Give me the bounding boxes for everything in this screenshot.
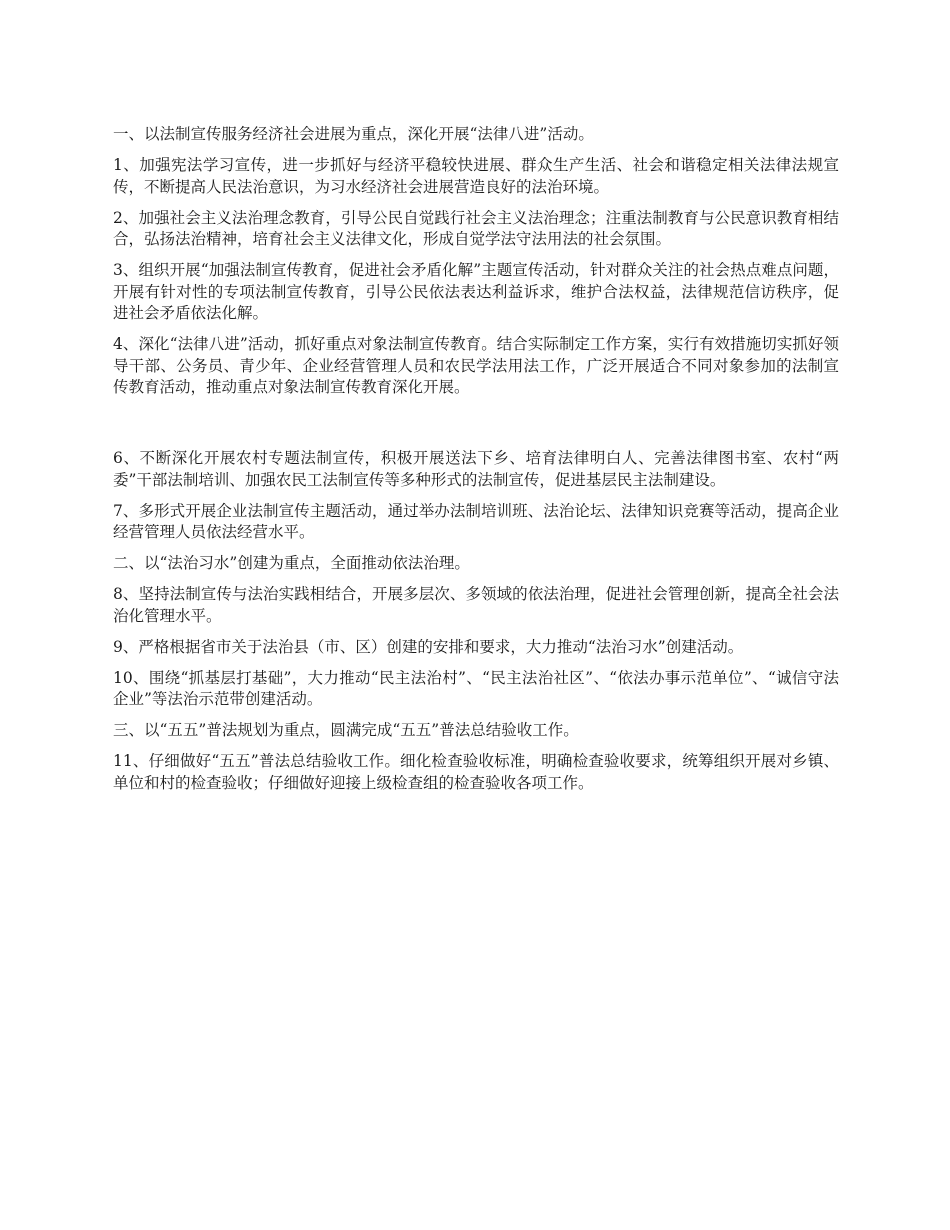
paragraph-item-2: 2、加强社会主义法治理念教育，引导公民自觉践行社会主义法治理念；注重法制教育与公民意识教育相结合，弘扬法治精神，培育社会主义法律文化，形成自觉学法守法用法的社会氛围。 <box>113 208 839 248</box>
section-heading-2: 二、以“法治习水”创建为重点，全面推动依法治理。 <box>113 554 470 572</box>
section-heading-1: 一、以法制宣传服务经济社会进展为重点，深化开展“法律八进”活动。 <box>113 125 594 143</box>
paragraph-item-4: 4、深化“法律八进”活动，抓好重点对象法制宣传教育。结合实际制定工作方案，实行有效措施切实抓好领导干部、公务员、青少年、企业经营管理人员和农民学法用法工作，广泛开展适合不同对象参加的法制宣传教育活动，推动重点对象法制宣传教育深化开展。 <box>113 335 839 396</box>
document-body <box>113 124 839 804</box>
section-heading-3: 三、以“五五”普法规划为重点，圆满完成“五五”普法总结验收工作。 <box>113 721 579 739</box>
paragraph-item-1: 1、加强宪法学习宣传，进一步抓好与经济平稳较快进展、群众生产生活、社会和谐稳定相关法律法规宣传，不断提高人民法治意识，为习水经济社会进展营造良好的法治环境。 <box>113 156 839 196</box>
paragraph-item-9: 9、严格根据省市关于法治县（市、区）创建的安排和要求，大力推动“法治习水”创建活动。 <box>113 637 744 656</box>
paragraph-item-7: 7、多形式开展企业法制宣传主题活动，通过举办法制培训班、法治论坛、法律知识竞赛等活动，提高企业经营管理人员依法经营水平。 <box>113 501 839 541</box>
blank-gap <box>113 408 839 448</box>
paragraph-item-11: 11、仔细做好“五五”普法总结验收工作。细化检查验收标准，明确检查验收要求，统筹组织开展对乡镇、单位和村的检查验收；仔细做好迎接上级检查组的检查验收各项工作。 <box>113 752 839 792</box>
paragraph-item-10: 10、围绕“抓基层打基础”，大力推动“民主法治村”、“民主法治社区”、“依法办事示范单位”、“诚信守法企业”等法治示范带创建活动。 <box>113 668 839 708</box>
paragraph-item-6: 6、不断深化开展农村专题法制宣传，积极开展送法下乡、培育法律明白人、完善法律图书室、农村“两委”干部法制培训、加强农民工法制宣传等多种形式的法制宣传，促进基层民主法制建设。 <box>113 449 839 489</box>
paragraph-item-3: 3、组织开展“加强法制宣传教育，促进社会矛盾化解”主题宣传活动，针对群众关注的社会热点难点问题，开展有针对性的专项法制宣传教育，引导公民依法表达利益诉求，维护合法权益，法律规范信访秩序，促进社会矛盾依法化解。 <box>113 261 839 322</box>
paragraph-item-8: 8、坚持法制宣传与法治实践相结合，开展多层次、多领域的依法治理，促进社会管理创新，提高全社会法治化管理水平。 <box>113 585 839 625</box>
